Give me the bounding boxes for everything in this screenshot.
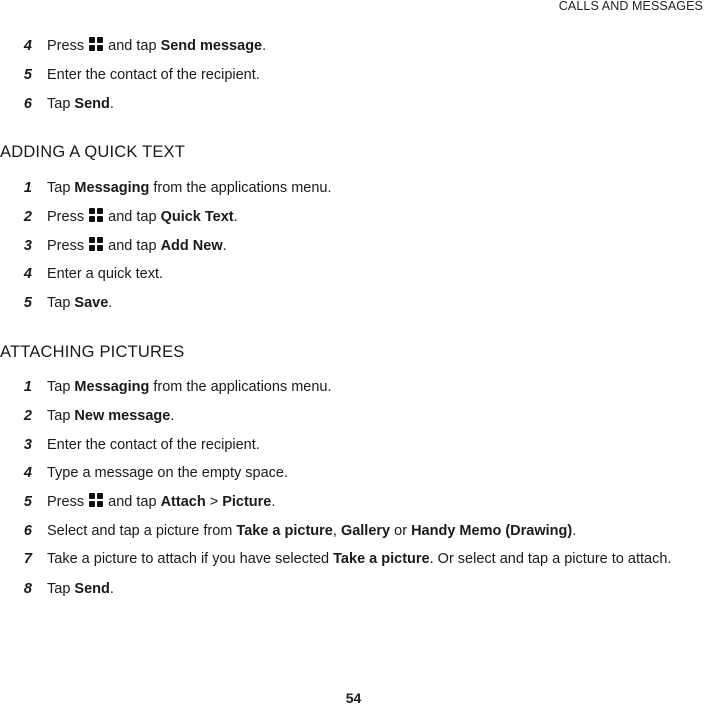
step-text: Tap — [47, 581, 71, 597]
step-number: 3 — [23, 238, 32, 254]
step-text: Type a message on the empty space. — [47, 465, 288, 481]
ui-term: Picture — [222, 494, 272, 510]
punctuation: . — [222, 238, 227, 254]
step-number: 2 — [23, 209, 32, 225]
step-number: 4 — [23, 38, 32, 54]
ui-term: Gallery — [340, 523, 391, 539]
punctuation: , — [332, 523, 337, 539]
punctuation: . — [109, 96, 114, 112]
ui-term: Quick Text — [160, 209, 234, 225]
step-number: 1 — [23, 379, 32, 395]
step-number: 5 — [23, 67, 32, 83]
step-text: Tap — [47, 96, 71, 112]
ui-term: Handy Memo (Drawing) — [411, 523, 573, 539]
punctuation: . — [572, 523, 577, 539]
step-text: Tap — [47, 408, 71, 424]
step-text: Enter the contact of the recipient. — [47, 437, 260, 453]
ui-term: Send message — [160, 38, 263, 54]
step-number: 1 — [23, 180, 32, 196]
step-text: Tap — [47, 379, 71, 395]
punctuation: . — [271, 494, 276, 510]
step-number: 5 — [23, 295, 32, 311]
step-text: Press — [47, 38, 85, 54]
page-number: 54 — [345, 690, 362, 706]
ui-term: New message — [74, 408, 171, 424]
step-number: 7 — [23, 551, 32, 567]
ui-term: Send — [74, 581, 110, 597]
step-text: Tap — [47, 180, 71, 196]
step-number: 8 — [23, 581, 32, 597]
punctuation: . — [109, 581, 114, 597]
step-text: and tap — [108, 209, 157, 225]
step-text: Take a picture to attach if you have selected — [47, 551, 330, 567]
ui-term: Messaging — [74, 180, 150, 196]
step-text: from the applications menu. — [153, 379, 332, 395]
step-text: Press — [47, 209, 85, 225]
step-number: 4 — [23, 266, 32, 282]
ui-term: Messaging — [74, 379, 150, 395]
ui-term: Attach — [160, 494, 206, 510]
menu-grid-icon — [89, 493, 103, 507]
step-text: Press — [47, 494, 85, 510]
step-number: 6 — [23, 96, 32, 112]
step-number: 5 — [23, 494, 32, 510]
step-number: 6 — [23, 523, 32, 539]
punctuation: . — [108, 295, 113, 311]
menu-grid-icon — [89, 37, 103, 51]
section-title-attaching-pictures: ATTACHING PICTURES — [0, 343, 185, 361]
step-text: from the applications menu. — [153, 180, 332, 196]
step-text: and tap — [108, 38, 157, 54]
menu-grid-icon — [89, 208, 103, 222]
running-header: CALLS AND MESSAGES — [558, 0, 703, 13]
ui-term: Save — [74, 295, 109, 311]
step-text: Enter a quick text. — [47, 266, 164, 282]
menu-grid-icon — [89, 237, 103, 251]
ui-term: Add New — [160, 238, 223, 254]
step-text: Press — [47, 238, 85, 254]
section-title-quick-text: ADDING A QUICK TEXT — [0, 143, 186, 161]
step-number: 4 — [23, 465, 32, 481]
step-text: and tap — [108, 494, 157, 510]
punctuation: . — [233, 209, 238, 225]
step-text: Select and tap a picture from — [47, 523, 233, 539]
step-text: Enter the contact of the recipient. — [47, 67, 260, 83]
punctuation: . — [262, 38, 267, 54]
step-number: 2 — [23, 408, 32, 424]
step-text: Tap — [47, 295, 71, 311]
ui-term: Take a picture — [236, 523, 333, 539]
ui-term: Take a picture — [333, 551, 430, 567]
step-text: . Or select and tap a picture to attach. — [429, 551, 672, 567]
separator: > — [209, 494, 219, 510]
ui-term: Send — [74, 96, 110, 112]
step-text: or — [394, 523, 408, 539]
step-number: 3 — [23, 437, 32, 453]
step-text: and tap — [108, 238, 157, 254]
punctuation: . — [170, 408, 175, 424]
